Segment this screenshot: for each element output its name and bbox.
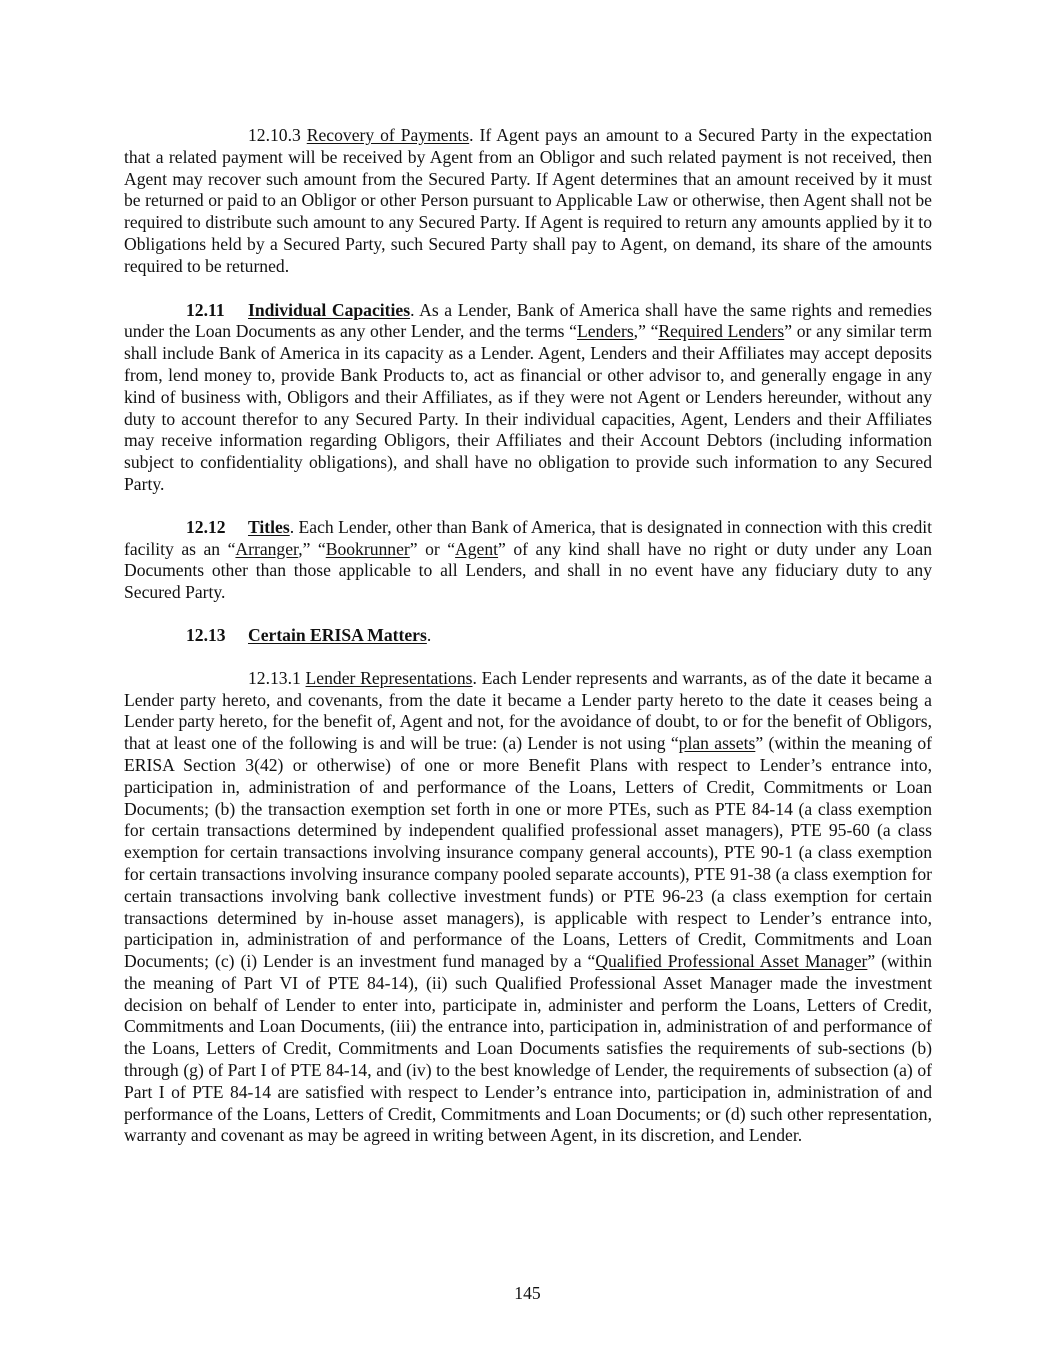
page-body xyxy=(124,125,932,1147)
title-punctuation: . xyxy=(469,125,480,145)
section-12-12-paragraph xyxy=(124,517,932,604)
title-punctuation: . xyxy=(426,624,432,645)
section-12-13-1-paragraph xyxy=(124,668,932,1148)
section-12-10-3-paragraph xyxy=(124,125,932,278)
section-body-part: Each Lender, other than Bank of America, that is designated in connection with this credit facility as an “ xyxy=(124,516,933,559)
page-number: 145 xyxy=(514,1283,541,1303)
section-body-part: Each Lender represents and warrants, as of the date it became a Lender party hereto, and covenants, from the date it became a Lender party hereto to the date it ceases being a Lender party hereto, for the benefit of, Agent and not, for the avoidance of doubt, to or for the benefit of Obligors, that at least one of the following is and will be true: (a) Lender is not using “ xyxy=(124,667,933,754)
section-number: 12.11 xyxy=(186,299,225,320)
defined-term: Agent xyxy=(455,538,499,559)
section-body-part: ,” “ xyxy=(298,538,326,559)
section-body-part: ” (within the meaning of ERISA Section 3(42) or otherwise) of one or more Benefit Plans with respect to Lender’s entrance into, participation in, administration of and performance of the Loans, Letters of Credit, Commitments or Loan Documents; (b) the transaction exemption set forth in one or more PTEs, such as PTE 84-14 (a class exemption for certain transactions determined by independent qualified professional asset managers), PTE 95-60 (a class exemption for certain transactions involving insurance company general accounts), PTE 90-1 (a class exemption for certain transactions involving insurance company pooled separate accounts), PTE 91-38 (a class exemption for certain transactions involving bank collective investment funds) or PTE 96-23 (a class exemption for certain transactions determined by in-house asset managers), is applicable with respect to Lender’s entrance into, participation in, administration of and performance of the Loans, Letters of Credit, Commitments and Loan Documents; (c) (i) Lender is an investment fund managed by a “ xyxy=(124,733,932,972)
defined-term: Required Lenders xyxy=(658,321,785,342)
section-title: Titles xyxy=(248,516,290,537)
defined-term: plan assets xyxy=(678,733,756,754)
section-12-13-heading xyxy=(124,625,932,647)
section-number: 12.12 xyxy=(186,516,226,537)
section-number: 12.13 xyxy=(186,624,226,645)
section-body-part: ” (within the meaning of Part VI of PTE 84-14), (ii) such Qualified Professional Asset Manager made the investment decision on behalf of Lender to enter into, participate in, administer and perform the Loans, Letters of Credit, Commitments and Loan Documents, (iii) the entrance into, participation in, administration of and performance of the Loans, Letters of Credit, Commitments and Loan Documents satisfies the requirements of sub-sections (b) through (g) of Part I of PTE 84-14, and (iv) to the best knowledge of Lender, the requirements of subsection (a) of Part I of PTE 84-14 are satisfied with respect to Lender’s entrance into, participation in, administration of and performance of the Loans, Letters of Credit, Commitments and Loan Documents; or (d) such other representation, warranty and covenant as may be agreed in writing between Agent, in its discretion, and Lender. xyxy=(124,951,932,1146)
section-body-part: As a Lender, Bank of America shall have the same rights and remedies under the Loan Documents as any other Lender, and the terms “ xyxy=(124,299,933,342)
section-12-11-paragraph xyxy=(124,300,932,496)
defined-term: Lenders xyxy=(577,321,634,342)
defined-term: Qualified Professional Asset Manager xyxy=(595,951,868,972)
section-body: If Agent pays an amount to a Secured Party in the expectation that a related payment will be received by Agent from an Obligor and such related payment is not received, then Agent may recover such amount from the Secured Party. If Agent determines that an amount received by it must be returned or paid to an Obligor or other Person pursuant to Applicable Law or otherwise, then Agent shall not be required to distribute such amount to any Secured Party. If Agent is required to return any amounts applied by it to Obligations held by a Secured Party, such Secured Party shall pay to Agent, on demand, its share of the amounts required to be returned. xyxy=(124,125,932,276)
section-body-part: ” of any kind shall have no right or duty under any Loan Documents other than those applicable to all Lenders, and shall in no event have any fiduciary duty to any Secured Party. xyxy=(124,538,932,603)
section-number: 12.10.3 xyxy=(248,125,301,145)
section-body-part: ” or any similar term shall include Bank of America in its capacity as a Lender. Agent, Lenders and their Affiliates may accept deposits from, lend money to, provide Bank Products to, act as financial or other advisor to, and generally engage in any kind of business with, Obligors and their Affiliates, as if they were not Agent or Lenders hereunder, without any duty to account therefor to any Secured Party. In their individual capacities, Agent, Lenders and their Affiliates may receive information regarding Obligors, their Affiliates and their Account Debtors (including information subject to confidentiality obligations), and shall have no obligation to provide such information to any Secured Party. xyxy=(124,321,932,494)
section-title: Certain ERISA Matters xyxy=(248,624,427,645)
section-title: Lender Representations xyxy=(305,667,473,688)
section-body-part: ” or “ xyxy=(409,538,456,559)
defined-term: Arranger xyxy=(235,538,299,559)
title-punctuation: . xyxy=(289,516,299,537)
section-title: Individual Capacities xyxy=(248,299,411,320)
section-body-part: ,” “ xyxy=(633,321,659,342)
section-title: Recovery of Payments xyxy=(306,125,470,145)
title-punctuation: . xyxy=(410,299,420,320)
section-number: 12.13.1 xyxy=(248,667,301,688)
title-punctuation: . xyxy=(472,667,482,688)
defined-term: Bookrunner xyxy=(325,538,410,559)
